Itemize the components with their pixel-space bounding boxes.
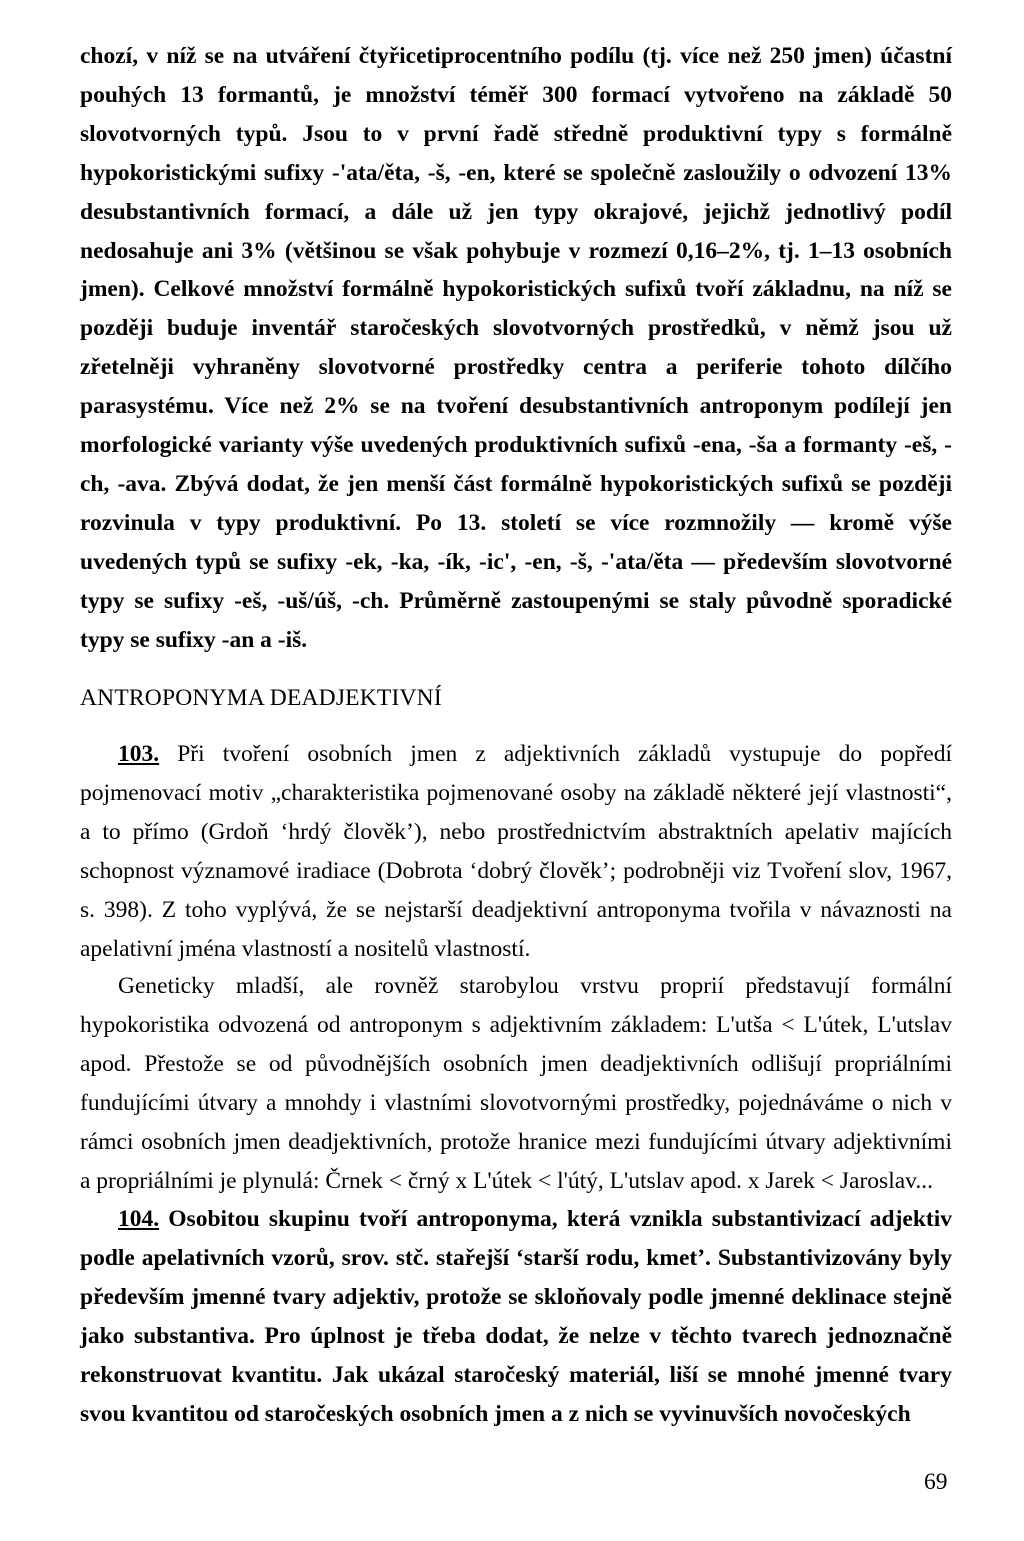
paragraph-desubstantive-summary: chozí, v níž se na utváření čtyřicetiprocentního podílu (tj. více než 250 jmen) účastní pouhých 13 formantů, je množství téměř 300 formací vytvořeno na základě 50 slovotvorných typů. Jsou to v první řadě středně produktivní typy s formálně hypokoristickými sufixy -'ata/ěta, -š, -en, které se společně zasloužily o odvození 13% desubstantivních formací, a dále už jen typy okrajové, jejichž jednotlivý podíl nedosahuje ani 3% (většinou se však pohybuje v rozmezí 0,16–2%, tj. 1–13 osobních jmen). Celkové množství formálně hypokoristických sufixů tvoří základnu, na níž se později buduje inventář staročeských slovotvorných prostředků, v němž jsou už zřetelněji vyhraněny slovotvorné prostředky centra a periferie tohoto dílčího parasystému. Více než 2% se na tvoření desubstantivních antroponym podílejí jen morfologické varianty výše uvedených produktivních sufixů -ena, -ša a formanty -eš, -ch, -ava. Zbývá dodat, že jen menší část formálně hypokoristických sufixů se později rozvinula v typy produktivní. Po 13. století se více rozmnožily — kromě výše uvedených typů se sufixy -ek, -ka, -ík, -ic', -en, -š, -'ata/ěta — především slovotvorné typy se sufixy -eš, -uš/úš, -ch. Průměrně zastoupenými se staly původně sporadické typy se sufixy -an a -iš. <box>80 43 952 653</box>
paragraph-hypokoristika: Geneticky mladší, ale rovněž starobylou vrstvu proprií představují formální hypokoristika odvozená od antroponym s adjektivním základem: L'utša < L'útek, L'utslav apod. Přestože se od původnějších osobních jmen deadjektivních odlišují propriálními fundujícími útvary a mnohdy i vlastními slovotvornými prostředky, pojednáváme o nich v rámci osobních jmen deadjektivních, protože hranice mezi fundujícími útvary adjektivními a propriálními je plynulá: Črnek < črný x L'útek < l'útý, L'utslav apod. x Jarek < Jaroslav... <box>80 973 952 1194</box>
section-heading: ANTROPONYMA DEADJEKTIVNÍ <box>80 685 442 711</box>
section-number-104: 104. <box>118 1206 160 1232</box>
section-number-103: 103. <box>118 741 160 767</box>
page-number: 69 <box>924 1469 948 1495</box>
section-104-text: Osobitou skupinu tvoří antroponyma, která vznikla substantivizací adjektiv podle apelativních vzorů, srov. stč. stařejší ‘starší rodu, kmet’. Substantivizovány byly především jmenné tvary adjektiv, protože se skloňovaly podle jmenné deklinace stejně jako substantiva. Pro úplnost je třeba dodat, že nelze v těchto tvarech jednoznačně rekonstruovat kvantitu. Jak ukázal staročeský materiál, liší se mnohé jmenné tvary svou kvantitou od staročeských osobních jmen a z nich se vyvinuvších novočeských <box>80 1206 953 1427</box>
paragraph-section-103 <box>80 735 952 968</box>
section-103-text: Při tvoření osobních jmen z adjektivních základů vystupuje do popředí pojmenovací motiv „charakteristika pojmenované osoby na základě některé její vlastnosti“, a to přímo (Grdoň ‘hrdý člověk’), nebo prostřednictvím abstraktních apelativ majících schopnost významové iradiace (Dobrota ‘dobrý člověk’; podrobněji viz Tvoření slov, 1967, s. 398). Z toho vyplývá, že se nejstarší deadjektivní antroponyma tvořila v návaznosti na apelativní jména vlastností a nositelů vlastností. <box>80 741 952 962</box>
paragraph-section-104 <box>80 1200 952 1433</box>
